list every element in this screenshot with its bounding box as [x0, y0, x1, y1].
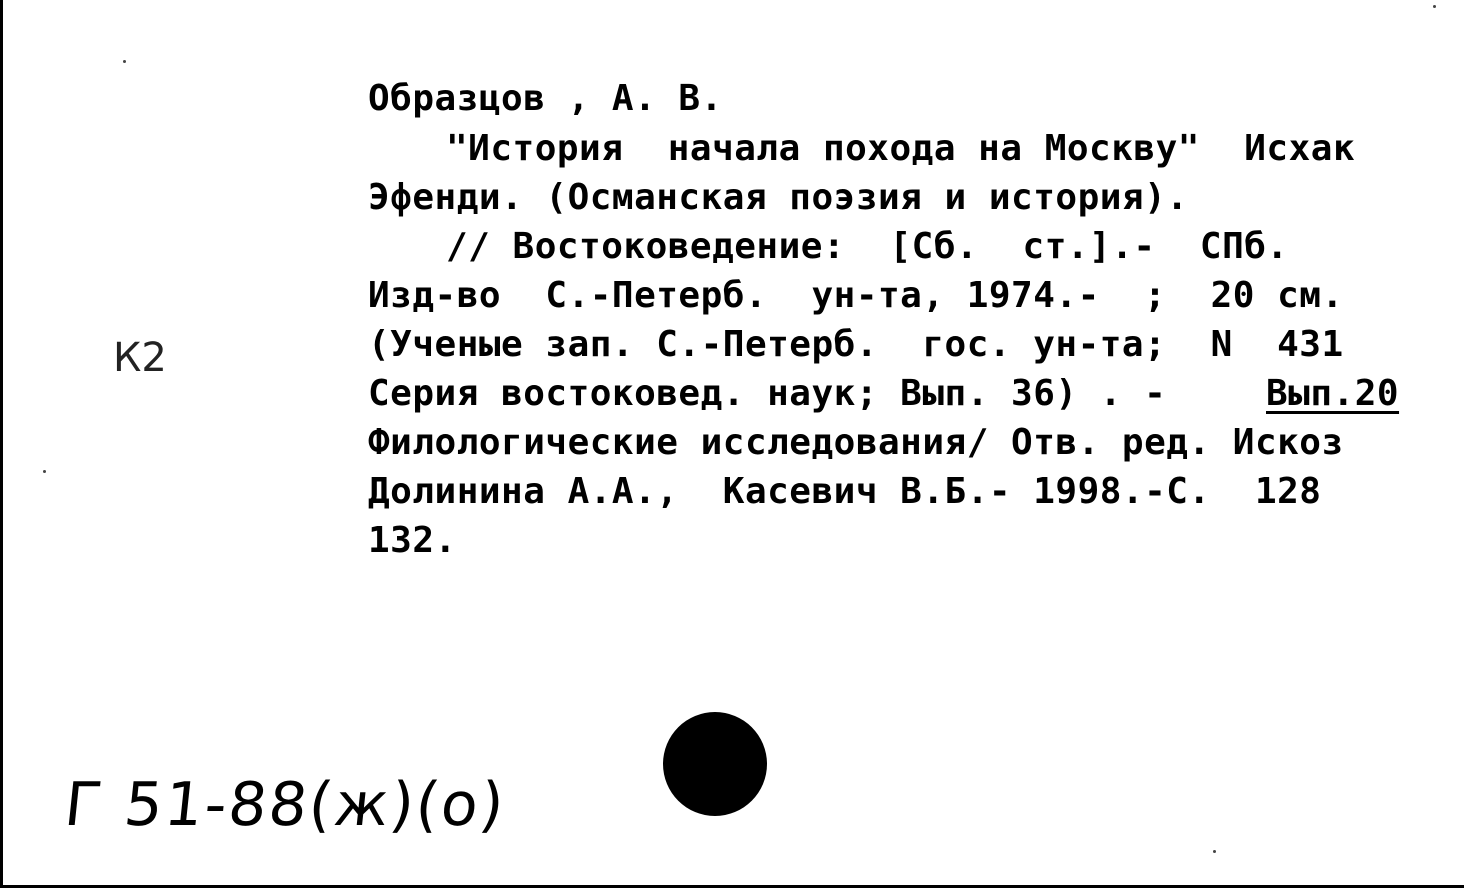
source-line: // Востоковедение: [Сб. ст.].- СПб.: [446, 226, 1289, 267]
series-line: (Ученые зап. С.-Петерб. гос. ун-та; N 431: [368, 324, 1344, 365]
dust-speck: [1433, 5, 1436, 8]
publisher-line: Изд-во С.-Петерб. ун-та, 1974.- ; 20 см.: [368, 275, 1344, 316]
title-line: "История начала похода на Москву" Исхак: [446, 128, 1356, 169]
bibliographic-record: [368, 74, 1400, 711]
dust-speck: [1213, 850, 1216, 853]
punch-hole: [663, 712, 767, 816]
issue-title-line: Филологические исследования/ Отв. ред. Искоз: [368, 422, 1344, 463]
series-line-cont: Серия востоковед. наук; Вып. 36) . -: [368, 373, 1167, 414]
dust-speck: [123, 60, 126, 63]
author-line: Образцов , А. В.: [368, 78, 723, 119]
pages-line: 132.: [368, 520, 457, 561]
margin-handwritten-mark: К2: [113, 335, 167, 381]
shelf-mark: Г 51-88(ж)(о): [61, 770, 510, 840]
issue-number: Вып.20: [1266, 373, 1400, 414]
editors-line: Долинина А.А., Касевич В.Б.- 1998.-С. 128: [368, 471, 1322, 512]
dust-speck: [43, 470, 46, 473]
title-line-cont: Эфенди. (Османская поэзия и история).: [368, 177, 1189, 218]
